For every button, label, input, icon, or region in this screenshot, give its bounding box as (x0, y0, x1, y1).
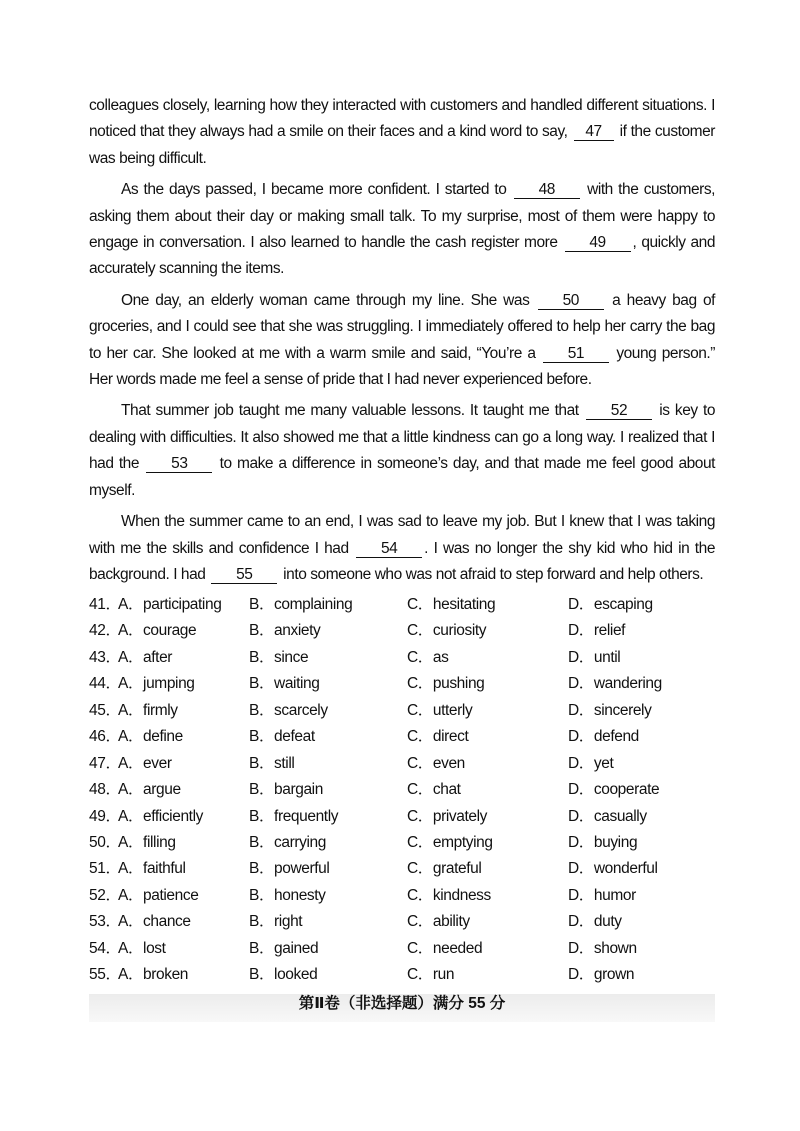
option-b: B．still (249, 754, 295, 772)
option-b: B．anxiety (249, 622, 321, 640)
question-number: 49． (89, 807, 121, 825)
option-d: D．sincerely (568, 701, 652, 719)
option-a: A．jumping (118, 675, 195, 693)
paragraph-4 (89, 398, 715, 504)
question-number: 54． (89, 939, 121, 957)
option-a: A．courage (118, 622, 197, 640)
paragraph-text: if the customer was being difficult. (89, 123, 715, 167)
question-number: 55． (89, 966, 121, 984)
question-number: 48． (89, 781, 121, 799)
paragraph-text: into someone who was not afraid to step forward and help others. (283, 565, 704, 583)
option-c: C．grateful (407, 860, 482, 878)
blank-53: 53 (146, 455, 212, 473)
question-number: 51． (89, 860, 121, 878)
option-a: A．filling (118, 833, 176, 851)
option-a: A．lost (118, 939, 166, 957)
blank-54: 54 (356, 540, 422, 558)
question-number: 44． (89, 675, 121, 693)
question-number: 45． (89, 701, 121, 719)
answer-options (89, 592, 729, 989)
blank-52: 52 (586, 402, 652, 420)
option-row (89, 698, 729, 724)
paragraph-text: When the summer came to an end, I was sad to leave my job. But I knew that I was taking with me the skills and confidence I had (89, 513, 715, 557)
question-number: 52． (89, 886, 121, 904)
section-title: 第Ⅱ卷（非选择题）满分 55 分 (298, 995, 506, 1012)
blank-49: 49 (565, 234, 631, 252)
option-c: C．direct (407, 728, 469, 746)
option-c: C．even (407, 754, 465, 772)
option-c: C．privately (407, 807, 488, 825)
paragraph-text: That summer job taught me many valuable lessons. It taught me that (121, 402, 579, 420)
option-b: B．gained (249, 939, 319, 957)
option-row (89, 962, 729, 988)
option-row (89, 804, 729, 830)
option-d: D．yet (568, 754, 614, 772)
option-c: C．pushing (407, 675, 485, 693)
option-c: C．utterly (407, 701, 473, 719)
option-a: A．broken (118, 966, 189, 984)
question-number: 41． (89, 596, 121, 613)
question-number: 53． (89, 913, 121, 931)
option-d: D．shown (568, 939, 637, 957)
paragraph-1 (89, 93, 715, 172)
option-a: A．patience (118, 886, 199, 904)
option-d: D．escaping (568, 596, 653, 613)
option-a: A．firmly (118, 701, 178, 719)
blank-51: 51 (543, 345, 609, 363)
option-row (89, 618, 729, 644)
blank-55: 55 (211, 566, 277, 584)
question-number: 46． (89, 728, 121, 746)
paragraph-text: a heavy bag of groceries, and I could see that she was struggling. I immediately offered to help her carry the bag to her car. She looked at me with a warm smile and said, “You’re a (89, 291, 716, 362)
option-d: D．wandering (568, 675, 662, 693)
question-number: 50． (89, 833, 121, 851)
option-a: A．define (118, 728, 183, 746)
option-d: D．humor (568, 886, 636, 904)
option-d: D．duty (568, 913, 622, 931)
option-row (89, 909, 729, 935)
paragraph-3 (89, 288, 715, 394)
question-number: 42． (89, 622, 121, 640)
option-row (89, 592, 729, 618)
cloze-passage (89, 93, 715, 593)
paragraph-text: is key to dealing with difficulties. It also showed me that a little kindness can go a long way. I realized that I had the (89, 402, 716, 473)
option-b: B．defeat (249, 728, 315, 746)
option-b: B．scarcely (249, 701, 328, 719)
paragraph-text: colleagues closely, learning how they interacted with customers and handled different situations. I noticed that they always had a smile on their faces and a kind word to say, (89, 97, 715, 141)
option-a: A．argue (118, 781, 181, 799)
option-b: B．waiting (249, 675, 320, 693)
paragraph-text: young person.” Her words made me feel a sense of pride that I had never experienced before. (89, 344, 715, 389)
option-row (89, 671, 729, 697)
option-b: B．powerful (249, 860, 330, 878)
option-row (89, 936, 729, 962)
option-a: A．after (118, 648, 173, 666)
blank-50: 50 (538, 292, 604, 310)
option-d: D．defend (568, 728, 639, 746)
option-b: B．carrying (249, 833, 326, 851)
option-b: B．right (249, 913, 303, 931)
paragraph-text: with the customers, asking them about their day or making small talk. To my surprise, most of them were happy to engage in conversation. I also learned to handle the cash register more (89, 181, 716, 252)
option-b: B．frequently (249, 807, 339, 825)
paragraph-5 (89, 509, 715, 588)
option-d: D．buying (568, 833, 638, 851)
blank-48: 48 (514, 181, 580, 199)
option-d: D．cooperate (568, 781, 660, 799)
paragraph-2 (89, 177, 715, 283)
option-d: D．relief (568, 622, 626, 640)
option-a: A．efficiently (118, 807, 203, 825)
option-row (89, 856, 729, 882)
option-a: A．ever (118, 754, 172, 772)
option-d: D．wonderful (568, 860, 658, 878)
option-row (89, 830, 729, 856)
option-b: B．looked (249, 966, 318, 984)
blank-47: 47 (574, 123, 614, 141)
option-c: C．kindness (407, 886, 491, 904)
option-row (89, 645, 729, 671)
option-d: D．grown (568, 966, 635, 984)
option-c: C．chat (407, 781, 461, 799)
option-c: C．hesitating (407, 596, 496, 613)
option-row (89, 777, 729, 803)
option-c: C．needed (407, 939, 483, 957)
option-b: B．complaining (249, 596, 353, 613)
option-a: A．chance (118, 913, 191, 931)
option-a: A．participating (118, 596, 222, 613)
paragraph-text: . I was no longer the shy kid who hid in the background. I had (89, 539, 715, 583)
option-a: A．faithful (118, 860, 186, 878)
option-c: C．ability (407, 913, 470, 931)
option-row (89, 751, 729, 777)
paragraph-text: , quickly and accurately scanning the items. (89, 234, 715, 278)
option-c: C．curiosity (407, 622, 487, 640)
question-number: 43． (89, 648, 121, 666)
option-c: C．run (407, 966, 455, 984)
option-d: D．casually (568, 807, 647, 825)
option-b: B．honesty (249, 886, 326, 904)
paragraph-text: As the days passed, I became more confident. I started to (121, 181, 507, 199)
question-number: 47． (89, 754, 121, 772)
option-c: C．as (407, 648, 449, 666)
paragraph-text: to make a difference in someone’s day, and that made me feel good about myself. (89, 455, 715, 499)
option-b: B．bargain (249, 781, 323, 799)
section-footer (89, 994, 715, 1022)
option-b: B．since (249, 648, 309, 666)
option-row (89, 724, 729, 750)
option-row (89, 883, 729, 909)
option-d: D．until (568, 648, 621, 666)
paragraph-text: One day, an elderly woman came through my line. She was (121, 291, 530, 309)
option-c: C．emptying (407, 833, 493, 851)
